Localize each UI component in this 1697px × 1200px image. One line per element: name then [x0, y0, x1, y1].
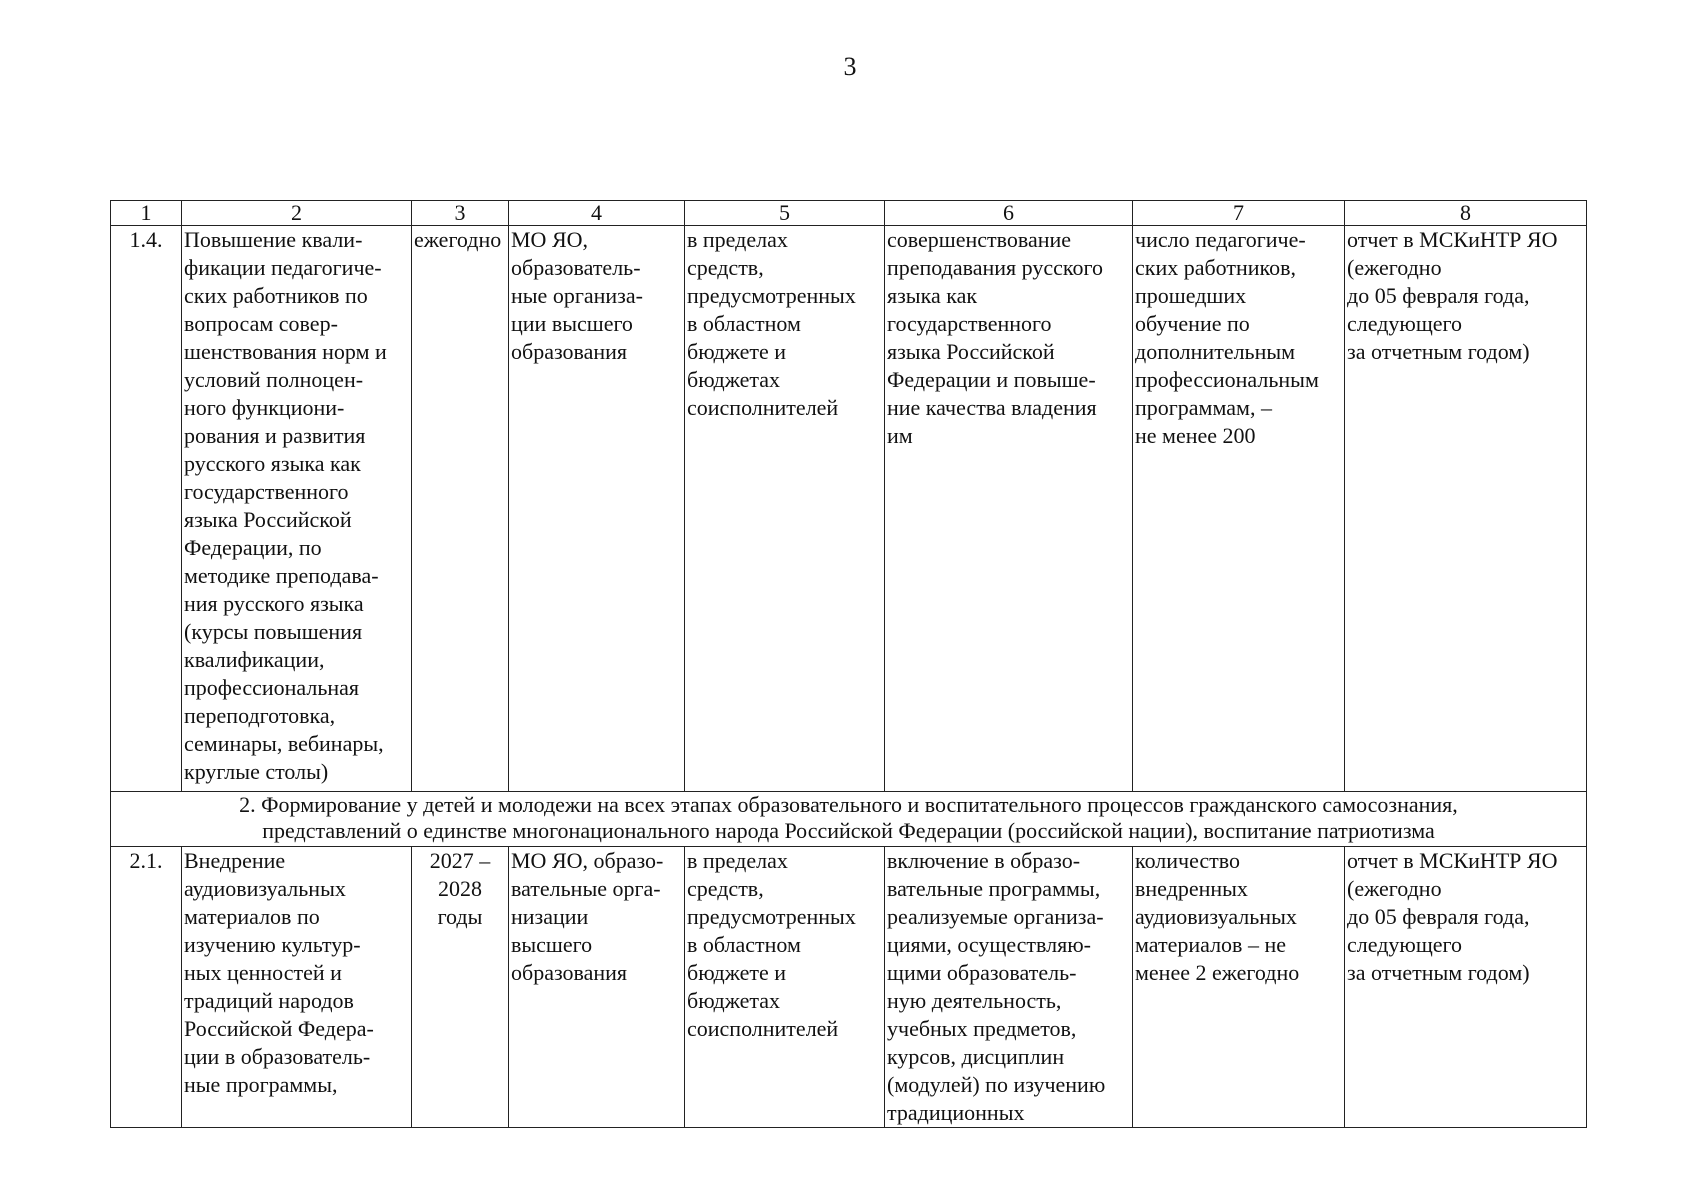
activity-cell: Внедрение аудиовизуальных материалов по изучению культур- ных ценностей и традиций народов Российской Федера- ции в образователь- ные программы, — [182, 847, 412, 1128]
row-number: 1.4. — [111, 226, 182, 792]
column-number-row — [111, 201, 1587, 226]
column-number: 8 — [1345, 201, 1587, 226]
table-row — [111, 847, 1587, 1128]
indicator-cell: количество внедренных аудиовизуальных материалов – не менее 2 ежегодно — [1133, 847, 1345, 1128]
column-number: 4 — [509, 201, 685, 226]
page-number: 3 — [843, 52, 857, 81]
executors-cell: МО ЯО, образо- вательные орга- низации высшего образования — [509, 847, 685, 1128]
result-cell: включение в образо- вательные программы, реализуемые организа- циями, осуществляю- щими образователь- ную деятельность, учебных предметов, курсов, дисциплин (модулей) по изучению традиционных — [885, 847, 1133, 1128]
period-cell: 2027 – 2028 годы — [412, 847, 509, 1128]
period-cell: ежегодно — [412, 226, 509, 792]
column-number: 6 — [885, 201, 1133, 226]
funding-cell: в пределах средств, предусмотренных в областном бюджете и бюджетах соисполнителей — [685, 847, 885, 1128]
activity-cell: Повышение квали- фикации педагогиче- ских работников по вопросам совер- шенствования норм и условий полноцен- ного функциони- рования и развития русского языка как государственного языка Российской Федерации, по методике преподава- ния русского языка (курсы повышения квалификации, профессиональная переподготовка, семинары, вебинары, круглые столы) — [182, 226, 412, 792]
column-number: 3 — [412, 201, 509, 226]
report-cell: отчет в МСКиНТР ЯО (ежегодно до 05 февраля года, следующего за отчетным годом) — [1345, 226, 1587, 792]
result-cell: совершенствование преподавания русского языка как государственного языка Российской Федерации и повыше- ние качества владения им — [885, 226, 1133, 792]
column-number: 7 — [1133, 201, 1345, 226]
indicator-cell: число педагогиче- ских работников, прошедших обучение по дополнительным профессиональным программам, – не менее 200 — [1133, 226, 1345, 792]
report-cell: отчет в МСКиНТР ЯО (ежегодно до 05 февраля года, следующего за отчетным годом) — [1345, 847, 1587, 1128]
action-plan-table — [110, 200, 1587, 1128]
column-number: 1 — [111, 201, 182, 226]
funding-cell: в пределах средств, предусмотренных в областном бюджете и бюджетах соисполнителей — [685, 226, 885, 792]
column-number: 2 — [182, 201, 412, 226]
executors-cell: МО ЯО, образователь- ные организа- ции высшего образования — [509, 226, 685, 792]
section-heading-row — [111, 792, 1587, 847]
row-number: 2.1. — [111, 847, 182, 1128]
table-row — [111, 226, 1587, 792]
column-number: 5 — [685, 201, 885, 226]
section-title: 2. Формирование у детей и молодежи на всех этапах образовательного и воспитательного процессов гражданского самосознания, представлений о единстве многонационального народа Российской Федерации (российской нации), воспитание патриотизма — [111, 792, 1587, 847]
